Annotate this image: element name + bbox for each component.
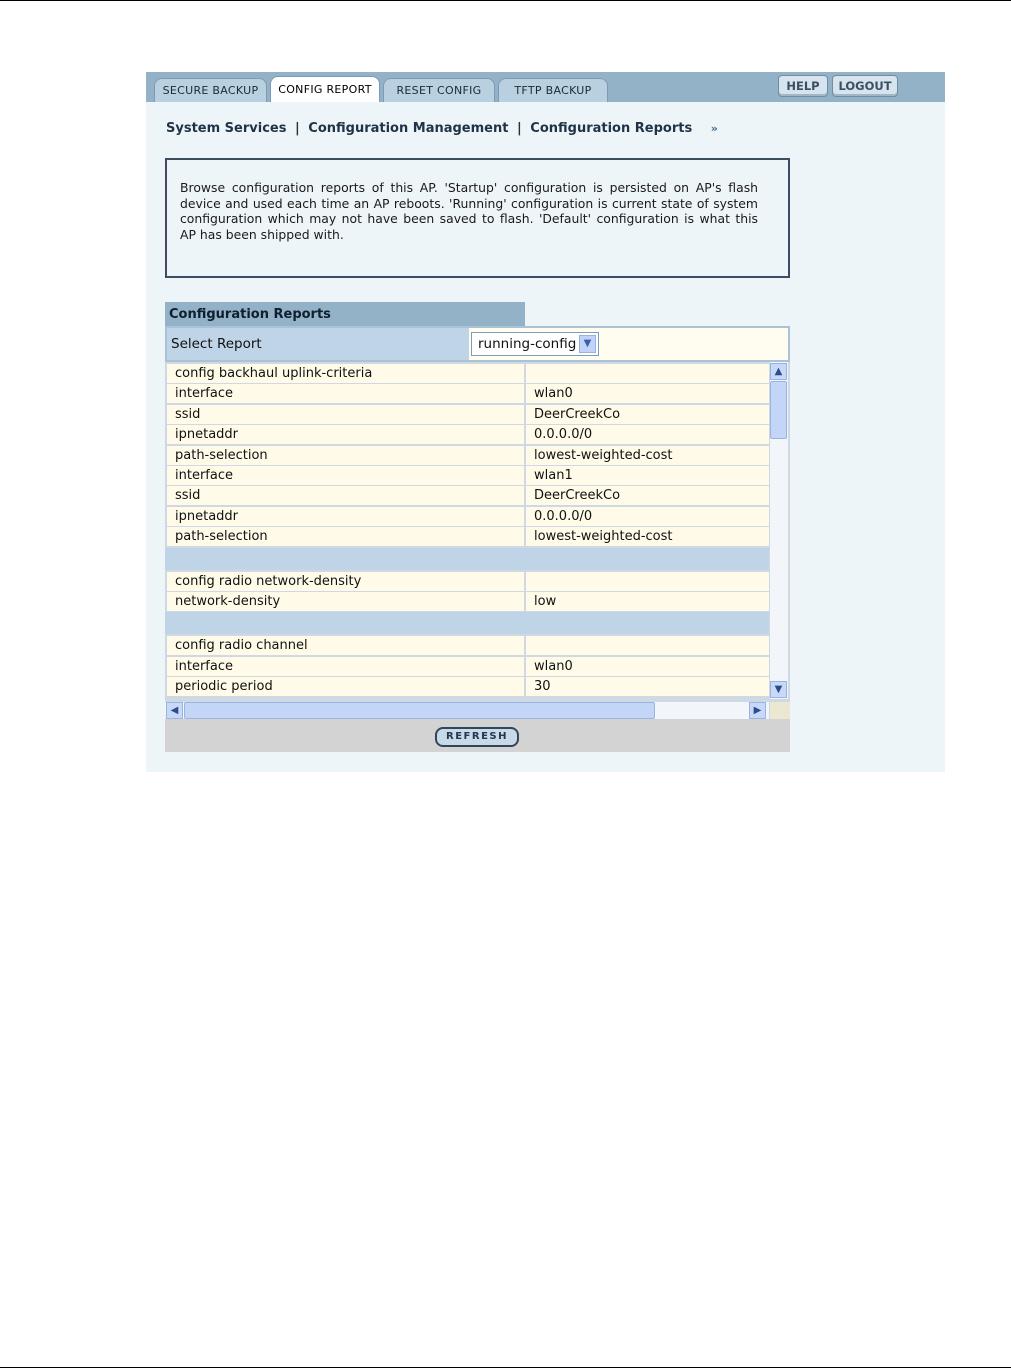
select-report-label: Select Report <box>171 336 262 352</box>
config-key-cell: ipnetaddr <box>167 425 524 444</box>
config-value-cell: 0.0.0.0/0 <box>526 507 769 526</box>
config-key-cell: config backhaul uplink-criteria <box>167 364 524 383</box>
config-key-cell: path-selection <box>167 527 524 546</box>
config-value-cell: DeerCreekCo <box>526 486 769 505</box>
tab-tftp-backup[interactable]: TFTP BACKUP <box>498 78 608 102</box>
table-row <box>165 364 769 383</box>
table-row <box>165 636 769 655</box>
select-report-row <box>165 326 790 362</box>
table-row <box>165 384 769 403</box>
breadcrumb-item-system-services[interactable]: System Services <box>166 121 287 136</box>
config-value-cell: wlan1 <box>526 466 769 485</box>
breadcrumb-item-configuration-management[interactable]: Configuration Management <box>308 121 509 136</box>
config-key-cell: path-selection <box>167 446 524 465</box>
table-row <box>165 677 769 696</box>
table-row <box>165 486 769 505</box>
config-value-cell: low <box>526 592 769 611</box>
description-box <box>165 158 790 278</box>
table-row <box>165 405 769 424</box>
chevron-down-icon[interactable]: ▼ <box>770 681 787 698</box>
select-report-area <box>469 328 788 360</box>
table-row <box>165 466 769 485</box>
section-spacer-row <box>165 612 769 634</box>
config-value-cell <box>526 364 769 383</box>
tab-bar <box>146 72 945 102</box>
table-row <box>165 446 769 465</box>
tab-secure-backup[interactable]: SECURE BACKUP <box>154 78 267 102</box>
tab-config-report[interactable]: CONFIG REPORT <box>270 76 380 102</box>
config-value-cell: DeerCreekCo <box>526 405 769 424</box>
refresh-button[interactable]: REFRESH <box>435 727 519 747</box>
config-key-cell: interface <box>167 657 524 676</box>
vertical-scrollbar[interactable] <box>770 362 788 699</box>
table-row <box>165 527 769 546</box>
config-key-cell: config radio network-density <box>167 572 524 591</box>
config-value-cell: wlan0 <box>526 657 769 676</box>
report-select-value: running-config <box>478 336 577 352</box>
config-key-cell: ipnetaddr <box>167 507 524 526</box>
vertical-scroll-thumb[interactable] <box>770 381 787 439</box>
config-value-cell: lowest-weighted-cost <box>526 527 769 546</box>
config-value-cell: wlan0 <box>526 384 769 403</box>
table-row <box>165 425 769 444</box>
chevron-left-icon[interactable]: ◀ <box>166 702 183 719</box>
section-title: Configuration Reports <box>165 302 525 327</box>
breadcrumb-separator: | <box>295 121 300 136</box>
table-row <box>165 507 769 526</box>
description-text: Browse configuration reports of this AP. 'Startup' configuration is persisted on AP's flash device and used each time an AP reboots. 'Running' configuration is current state of system configuration which may not have been saved to flash. 'Default' configuration is what this AP has been shipped with. <box>180 180 758 242</box>
breadcrumb <box>166 121 718 136</box>
report-select[interactable] <box>471 332 599 356</box>
footer-bar <box>165 719 790 752</box>
chevron-up-icon[interactable]: ▲ <box>770 363 787 380</box>
horizontal-scrollbar[interactable] <box>165 702 769 719</box>
config-key-cell: config radio channel <box>167 636 524 655</box>
section-spacer-row <box>165 548 769 570</box>
config-key-cell: network-density <box>167 592 524 611</box>
logout-button[interactable]: LOGOUT <box>832 75 898 97</box>
config-key-cell: interface <box>167 466 524 485</box>
double-chevron-right-icon: » <box>710 122 718 135</box>
config-key-cell: ssid <box>167 486 524 505</box>
horizontal-scroll-thumb[interactable] <box>184 702 655 719</box>
config-key-cell: periodic period <box>167 677 524 696</box>
tab-reset-config[interactable]: RESET CONFIG <box>383 78 495 102</box>
scrollbar-corner <box>770 702 790 719</box>
config-value-cell <box>526 572 769 591</box>
config-value-cell: 30 <box>526 677 769 696</box>
help-button[interactable]: HELP <box>778 75 828 97</box>
config-key-cell: interface <box>167 384 524 403</box>
table-row <box>165 592 769 611</box>
chevron-right-icon[interactable]: ▶ <box>749 702 766 719</box>
report-table <box>165 362 790 719</box>
app-panel <box>146 72 945 772</box>
config-value-cell: lowest-weighted-cost <box>526 446 769 465</box>
page-top-rule <box>0 0 1011 1</box>
config-value-cell: 0.0.0.0/0 <box>526 425 769 444</box>
config-key-cell: ssid <box>167 405 524 424</box>
config-value-cell <box>526 636 769 655</box>
table-row <box>165 657 769 676</box>
page-bottom-rule <box>0 1367 1011 1368</box>
chevron-down-icon[interactable]: ▼ <box>579 335 596 353</box>
breadcrumb-item-configuration-reports: Configuration Reports <box>530 121 693 136</box>
breadcrumb-separator: | <box>517 121 522 136</box>
table-row <box>165 572 769 591</box>
